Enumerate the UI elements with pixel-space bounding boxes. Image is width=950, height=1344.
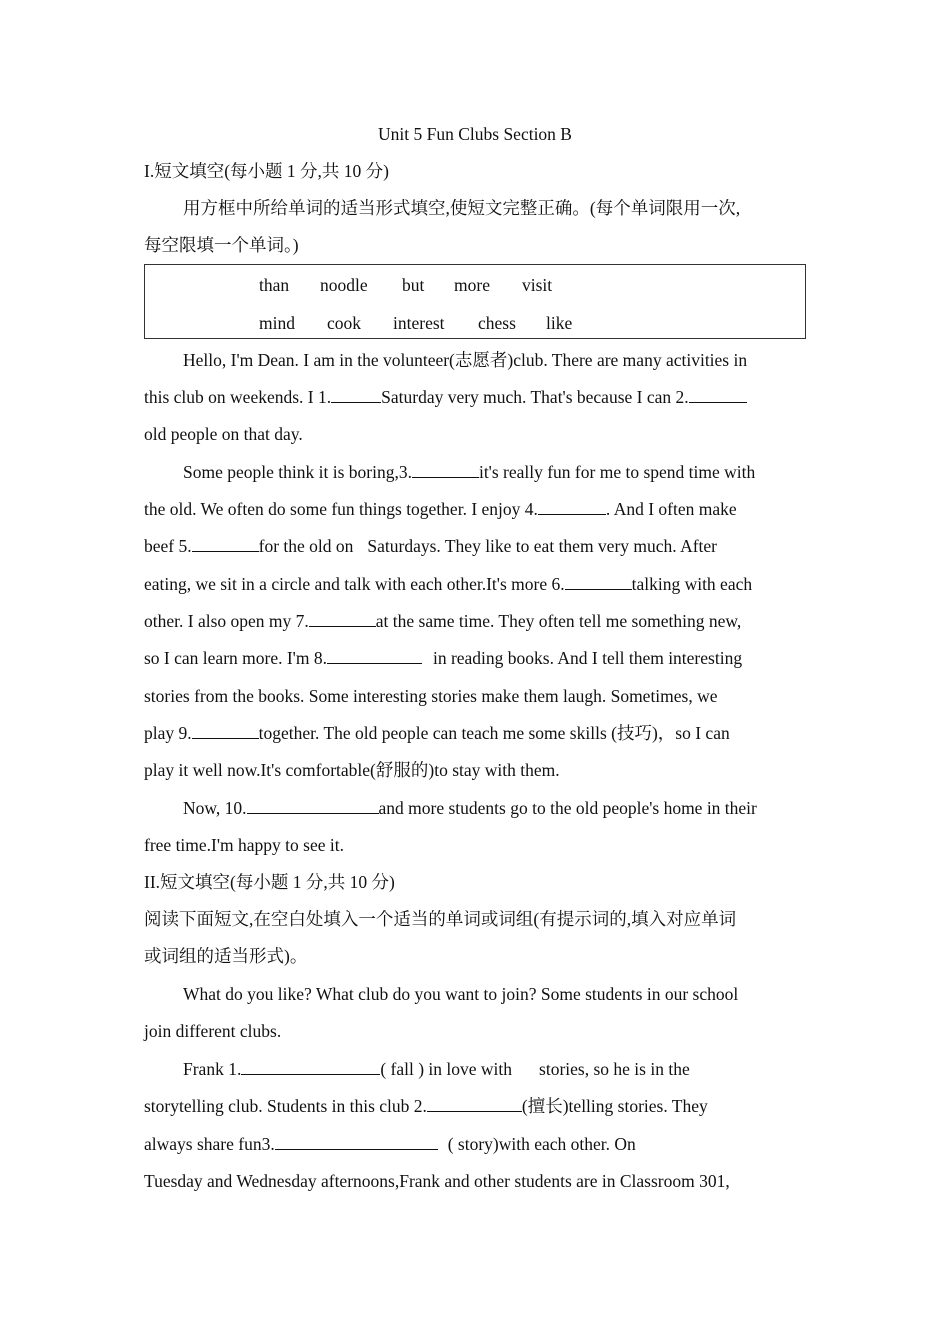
text-line: Now, 10. and more students go to the old people's home in their [183,798,757,818]
word-bank-box [144,264,806,339]
text-line: this club on weekends. I 1. Saturday very much. That's because I can 2. [144,386,747,408]
answer-blank-3[interactable] [412,462,479,478]
word-bank-word: visit [522,275,553,295]
text-line: Frank 1. ( fall ) in love with stories, so he is in the [183,1059,690,1079]
word-bank-word: cook [327,313,362,333]
answer-blank-5[interactable] [192,536,259,552]
answer-blank-7[interactable] [309,611,376,627]
answer-blank-p2-2[interactable] [427,1096,522,1112]
part1-instruction-cont: 每空限填一个单词。) [144,235,299,255]
part2-instruction: 阅读下面短文,在空白处填入一个适当的单词或词组(有提示词的,填入对应单词 [144,909,737,929]
text-line: always share fun3. ( story)with each other. On [144,1134,636,1154]
answer-blank-4[interactable] [538,499,606,515]
part1-instruction: 用方框中所给单词的适当形式填空,使短文完整正确。(每个单词限用一次, [183,198,741,218]
answer-blank-1[interactable] [331,387,381,403]
text-line: so I can learn more. I'm 8. in reading books. And I tell them interesting [144,648,743,668]
answer-blank-2[interactable] [689,387,747,403]
word-bank-word: mind [259,313,295,333]
word-bank-word: noodle [320,275,368,295]
text-line: play 9. together. The old people can teach me some skills (技巧)，so I can [144,723,730,743]
text-line: free time.I'm happy to see it. [144,835,344,855]
answer-blank-8[interactable] [327,648,422,664]
page-title: Unit 5 Fun Clubs Section B [378,124,572,144]
word-bank-word: more [454,275,490,295]
text-line: beef 5. for the old on Saturdays. They like to eat them very much. After [144,536,717,556]
text-line: What do you like? What club do you want to join? Some students in our school [183,984,739,1004]
text-line: Hello, I'm Dean. I am in the volunteer(志愿者)club. There are many activities in [183,350,748,370]
word-bank-word: interest [393,313,445,333]
text-line: stories from the books. Some interesting stories make them laugh. Sometimes, we [144,686,718,706]
text-line: old people on that day. [144,424,303,444]
text-line: eating, we sit in a circle and talk with each other.It's more 6. talking with each [144,574,753,594]
answer-blank-p2-1[interactable] [241,1059,380,1075]
text-line: join different clubs. [144,1021,282,1041]
word-bank-word: but [402,275,425,295]
text-line: play it well now.It's comfortable(舒服的)to stay with them. [144,760,560,780]
word-bank-word: than [259,275,290,295]
part2-heading: II.短文填空(每小题 1 分,共 10 分) [144,872,395,892]
word-bank-word: chess [478,313,516,333]
answer-blank-10[interactable] [247,798,379,814]
part2-instruction-cont: 或词组的适当形式)。 [144,946,308,966]
text-line: other. I also open my 7. at the same time. They often tell me something new, [144,611,742,631]
part1-heading: I.短文填空(每小题 1 分,共 10 分) [144,161,389,181]
text-line: Some people think it is boring,3. it's really fun for me to spend time with [183,462,756,482]
answer-blank-9[interactable] [192,723,259,739]
answer-blank-6[interactable] [565,574,632,590]
text-line: storytelling club. Students in this club 2. (擅长)telling stories. They [144,1096,708,1116]
text-line: the old. We often do some fun things together. I enjoy 4. . And I often make [144,499,737,519]
answer-blank-p2-3[interactable] [275,1134,438,1150]
text-line: Tuesday and Wednesday afternoons,Frank and other students are in Classroom 301, [144,1171,730,1191]
word-bank-word: like [546,313,573,333]
